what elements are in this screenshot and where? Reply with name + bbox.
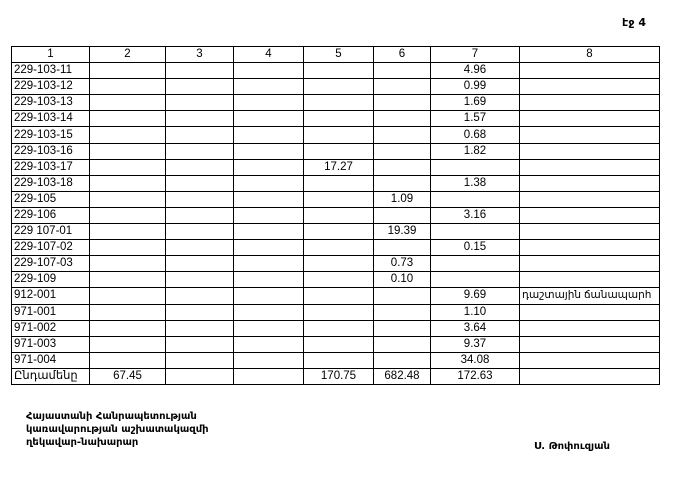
value-cell (90, 63, 166, 79)
table-header-row (12, 47, 660, 63)
value-cell (234, 95, 304, 111)
note-cell (520, 224, 660, 240)
value-cell (374, 79, 431, 95)
value-cell (90, 79, 166, 95)
value-cell (374, 95, 431, 111)
note-cell (520, 191, 660, 207)
note-cell (520, 256, 660, 272)
value-cell: 17.27 (304, 159, 374, 175)
value-cell (234, 111, 304, 127)
value-cell (431, 159, 520, 175)
value-cell: 170.75 (304, 368, 374, 384)
value-cell (166, 95, 234, 111)
table-row (12, 256, 660, 272)
value-cell (234, 127, 304, 143)
value-cell (90, 304, 166, 320)
value-cell (166, 191, 234, 207)
value-cell (166, 207, 234, 223)
value-cell: 4.96 (431, 63, 520, 79)
value-cell (374, 127, 431, 143)
value-cell (166, 143, 234, 159)
note-cell (520, 336, 660, 352)
table-row (12, 224, 660, 240)
column-header-3: 3 (166, 47, 234, 63)
value-cell (90, 320, 166, 336)
value-cell (166, 63, 234, 79)
value-cell (304, 256, 374, 272)
value-cell (90, 288, 166, 304)
value-cell (166, 336, 234, 352)
parcel-code-cell: 229-103-16 (12, 143, 90, 159)
column-header-7: 7 (431, 47, 520, 63)
parcel-code-cell: 229-103-13 (12, 95, 90, 111)
value-cell (234, 336, 304, 352)
value-cell (166, 224, 234, 240)
parcel-code-cell: Ընդամենը (12, 368, 90, 384)
value-cell (374, 240, 431, 256)
value-cell (234, 207, 304, 223)
value-cell (431, 272, 520, 288)
value-cell: 3.16 (431, 207, 520, 223)
value-cell: 1.10 (431, 304, 520, 320)
note-cell (520, 95, 660, 111)
note-cell (520, 272, 660, 288)
parcel-code-cell: 229-107-03 (12, 256, 90, 272)
table-row (12, 191, 660, 207)
total-row (12, 368, 660, 384)
value-cell (304, 304, 374, 320)
value-cell (304, 79, 374, 95)
note-cell (520, 240, 660, 256)
column-header-6: 6 (374, 47, 431, 63)
parcel-code-cell: 971-004 (12, 352, 90, 368)
value-cell (234, 63, 304, 79)
table-row (12, 207, 660, 223)
parcel-code-cell: 229-103-11 (12, 63, 90, 79)
value-cell (304, 320, 374, 336)
table-row (12, 240, 660, 256)
value-cell (431, 256, 520, 272)
value-cell (234, 224, 304, 240)
value-cell (90, 352, 166, 368)
parcel-code-cell: 229-103-12 (12, 79, 90, 95)
table-row (12, 79, 660, 95)
value-cell (166, 304, 234, 320)
value-cell (234, 240, 304, 256)
table-row (12, 175, 660, 191)
value-cell (374, 320, 431, 336)
value-cell (304, 191, 374, 207)
value-cell (304, 63, 374, 79)
value-cell (90, 240, 166, 256)
value-cell (166, 240, 234, 256)
value-cell (166, 127, 234, 143)
signatory-title-line-2: կառավարության աշխատակազմի (26, 424, 209, 435)
value-cell (234, 288, 304, 304)
note-cell (520, 143, 660, 159)
value-cell (374, 111, 431, 127)
value-cell (374, 159, 431, 175)
value-cell: 19.39 (374, 224, 431, 240)
value-cell (374, 288, 431, 304)
value-cell (234, 320, 304, 336)
note-cell (520, 368, 660, 384)
value-cell (374, 336, 431, 352)
table-row (12, 95, 660, 111)
value-cell (304, 207, 374, 223)
value-cell (90, 272, 166, 288)
value-cell: 0.68 (431, 127, 520, 143)
value-cell (166, 352, 234, 368)
value-cell: 9.69 (431, 288, 520, 304)
table-row (12, 352, 660, 368)
note-cell (520, 352, 660, 368)
table-row (12, 304, 660, 320)
value-cell (90, 224, 166, 240)
note-cell (520, 63, 660, 79)
table-row (12, 111, 660, 127)
value-cell (234, 272, 304, 288)
column-header-8: 8 (520, 47, 660, 63)
value-cell (304, 95, 374, 111)
value-cell: 3.64 (431, 320, 520, 336)
note-cell (520, 111, 660, 127)
value-cell (90, 207, 166, 223)
table-row (12, 272, 660, 288)
table-row (12, 143, 660, 159)
value-cell (374, 63, 431, 79)
column-header-2: 2 (90, 47, 166, 63)
value-cell: 34.08 (431, 352, 520, 368)
value-cell (90, 256, 166, 272)
parcel-code-cell: 229-103-18 (12, 175, 90, 191)
signatory-title-line-1: Հայաստանի Հանրապետության (26, 411, 197, 422)
value-cell: 1.69 (431, 95, 520, 111)
value-cell (431, 224, 520, 240)
value-cell: 0.15 (431, 240, 520, 256)
table-row (12, 320, 660, 336)
value-cell (234, 368, 304, 384)
value-cell (234, 352, 304, 368)
note-cell (520, 207, 660, 223)
value-cell (90, 111, 166, 127)
value-cell (234, 175, 304, 191)
table-row (12, 127, 660, 143)
parcel-code-cell: 971-002 (12, 320, 90, 336)
value-cell (304, 272, 374, 288)
column-header-4: 4 (234, 47, 304, 63)
parcel-code-cell: 229-103-14 (12, 111, 90, 127)
value-cell (374, 304, 431, 320)
parcel-code-cell: 229-105 (12, 191, 90, 207)
value-cell: 0.73 (374, 256, 431, 272)
value-cell (166, 368, 234, 384)
value-cell (431, 191, 520, 207)
parcel-code-cell: 912-001 (12, 288, 90, 304)
value-cell (304, 175, 374, 191)
value-cell (90, 191, 166, 207)
value-cell (374, 175, 431, 191)
value-cell (90, 159, 166, 175)
page-number: էջ 4 (622, 16, 646, 29)
value-cell (234, 159, 304, 175)
value-cell (166, 320, 234, 336)
value-cell (234, 79, 304, 95)
value-cell (90, 127, 166, 143)
value-cell (304, 336, 374, 352)
value-cell (166, 256, 234, 272)
value-cell: 1.57 (431, 111, 520, 127)
value-cell: 682.48 (374, 368, 431, 384)
table-row (12, 159, 660, 175)
value-cell (234, 143, 304, 159)
table-row (12, 63, 660, 79)
value-cell (374, 352, 431, 368)
value-cell (90, 175, 166, 191)
value-cell: 67.45 (90, 368, 166, 384)
parcel-code-cell: 229-107-02 (12, 240, 90, 256)
value-cell: 1.38 (431, 175, 520, 191)
value-cell (304, 111, 374, 127)
value-cell: 1.82 (431, 143, 520, 159)
value-cell: 0.10 (374, 272, 431, 288)
value-cell (304, 240, 374, 256)
value-cell (90, 143, 166, 159)
value-cell (90, 336, 166, 352)
parcel-code-cell: 229-103-15 (12, 127, 90, 143)
parcel-code-cell: 229-106 (12, 207, 90, 223)
parcel-code-cell: 229-103-17 (12, 159, 90, 175)
note-cell (520, 79, 660, 95)
value-cell (90, 95, 166, 111)
value-cell (304, 224, 374, 240)
parcel-code-cell: 971-001 (12, 304, 90, 320)
signatory-title-line-3: ղեկավար-նախարար (26, 437, 139, 448)
value-cell (166, 111, 234, 127)
signatory-title (26, 410, 209, 449)
value-cell (166, 175, 234, 191)
value-cell (304, 288, 374, 304)
signatory-name: Ս. Թոփուզյան (534, 441, 610, 452)
value-cell: 1.09 (374, 191, 431, 207)
value-cell (234, 256, 304, 272)
value-cell: 0.99 (431, 79, 520, 95)
parcel-code-cell: 229 107-01 (12, 224, 90, 240)
note-cell (520, 127, 660, 143)
land-parcel-table (11, 46, 660, 385)
value-cell (166, 79, 234, 95)
note-cell (520, 159, 660, 175)
column-header-1: 1 (12, 47, 90, 63)
value-cell (304, 127, 374, 143)
value-cell (304, 143, 374, 159)
note-cell: դաշտային ճանապարհ (520, 288, 660, 304)
value-cell (374, 143, 431, 159)
value-cell (304, 352, 374, 368)
note-cell (520, 175, 660, 191)
table-row (12, 336, 660, 352)
note-cell (520, 320, 660, 336)
value-cell (166, 159, 234, 175)
parcel-code-cell: 971-003 (12, 336, 90, 352)
table-row (12, 288, 660, 304)
parcel-code-cell: 229-109 (12, 272, 90, 288)
value-cell (234, 304, 304, 320)
value-cell (166, 272, 234, 288)
value-cell (166, 288, 234, 304)
value-cell (374, 207, 431, 223)
value-cell: 9.37 (431, 336, 520, 352)
value-cell (234, 191, 304, 207)
value-cell: 172.63 (431, 368, 520, 384)
note-cell (520, 304, 660, 320)
column-header-5: 5 (304, 47, 374, 63)
